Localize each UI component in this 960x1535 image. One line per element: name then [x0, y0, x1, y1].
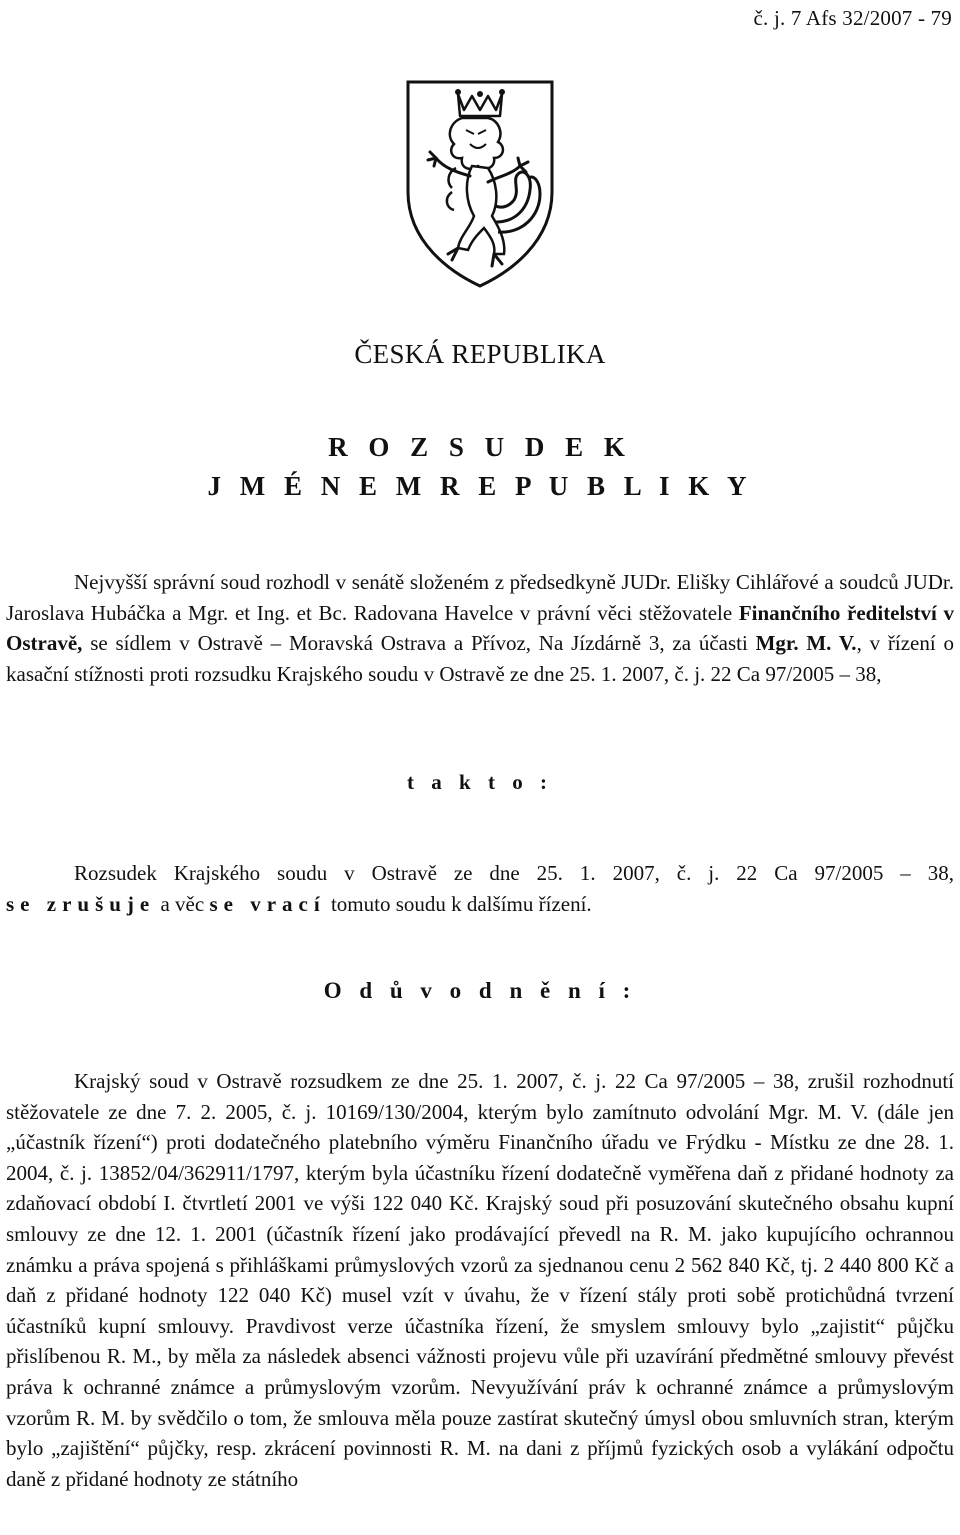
czech-state-emblem-icon	[400, 72, 560, 292]
intro-participant: Mgr. M. V.	[755, 631, 857, 656]
reasons-paragraph	[6, 1066, 954, 1494]
country-heading: ČESKÁ REPUBLIKA	[354, 339, 606, 369]
intro-party: Finančního ředitelství v Ostravě,	[6, 600, 954, 656]
intro-text-1: Nejvyšší správní soud rozhodl v senátě složeném z předsedkyně JUDr. Elišky Cihlářové a soudců JUDr. Jaroslava Hubáčka a Mgr. et Ing. et Bc. Radovana Havelce v právní věci stěžovatele	[6, 570, 954, 625]
verdict-line-2	[6, 889, 954, 920]
takto-heading: t a k t o :	[407, 770, 553, 794]
reference-number: č. j. 7 Afs 32/2007 - 79	[753, 6, 952, 30]
intro-paragraph	[6, 567, 954, 689]
intro-text-3: , v řízení o kasační stížnosti proti rozsudku Krajského soudu v Ostravě ze dne 25. 1. 2007, č. j. 22 Ca 97/2005 – 38,	[6, 631, 954, 686]
verdict-line-1: Rozsudek Krajského soudu v Ostravě ze dne 25. 1. 2007, č. j. 22 Ca 97/2005 – 38,	[74, 861, 954, 885]
verdict-zrusuje: se zrušuje	[6, 892, 156, 916]
verdict-vraci: se vrací	[209, 892, 326, 916]
intro-text-2: se sídlem v Ostravě – Moravská Ostrava a Přívoz, Na Jízdárně 3, za účasti	[82, 631, 756, 656]
verdict-paragraph	[6, 858, 954, 920]
document-title: R O Z S U D E K	[328, 432, 632, 462]
document-subtitle: J M É N E M R E P U B L I K Y	[207, 471, 753, 501]
verdict-a-vec: a věc	[155, 892, 210, 916]
verdict-rest: tomuto soudu k dalšímu řízení.	[325, 892, 592, 916]
reasons-heading: O d ů v o d n ě n í :	[323, 978, 637, 1003]
reasons-text: Krajský soud v Ostravě rozsudkem ze dne 25. 1. 2007, č. j. 22 Ca 97/2005 – 38, zrušil rozhodnutí stěžovatele ze dne 7. 2. 2005, č. j. 10169/130/2004, kterým bylo zamítnuto odvolání Mgr. M. V. (dále jen „účastník řízení“) proti dodatečného platebního výměru Finančního úřadu ve Frýdku - Místku ze dne 28. 1. 2004, č. j. 13852/04/362911/1797, kterým byla účastníku řízení dodatečně vyměřena daň z přidané hodnoty za zdaňovací období I. čtvrtletí 2001 ve výši 122 040 Kč. Krajský soud při posuzování skutečného obsahu kupní smlouvy ze dne 12. 1. 2001 (účastník řízení jako prodávající převedl na R. M. jako kupujícího ochrannou známku a práva spojená s přihláškami průmyslových vzorů za sjednanou cenu 2 562 840 Kč, tj. 2 440 800 Kč a daň z přidané hodnoty 122 040 Kč) musel vzít v úvahu, že v řízení stály proti sobě protichůdná tvrzení účastníků kupní smlouvy. Pravdivost verze účastníka řízení, že smyslem smlouvy bylo „zajistit“ půjčku přislíbenou R. M., by měla za následek absenci vážnosti projevu vůle při uzavírání předmětné smlouvy převést práva k ochranné známce a průmyslovým vzorům. Nevyužívání práv k ochranné známce a průmyslovým vzorům R. M. by svědčilo o tom, že smlouva měla pouze zastírat skutečný úmysl obou smluvních stran, kterým bylo „zajištění“ půjčky, resp. zkrácení povinnosti R. M. na dani z příjmů fyzických osob a vylákání odpočtu daně z přidané hodnoty ze státního	[6, 1069, 954, 1491]
